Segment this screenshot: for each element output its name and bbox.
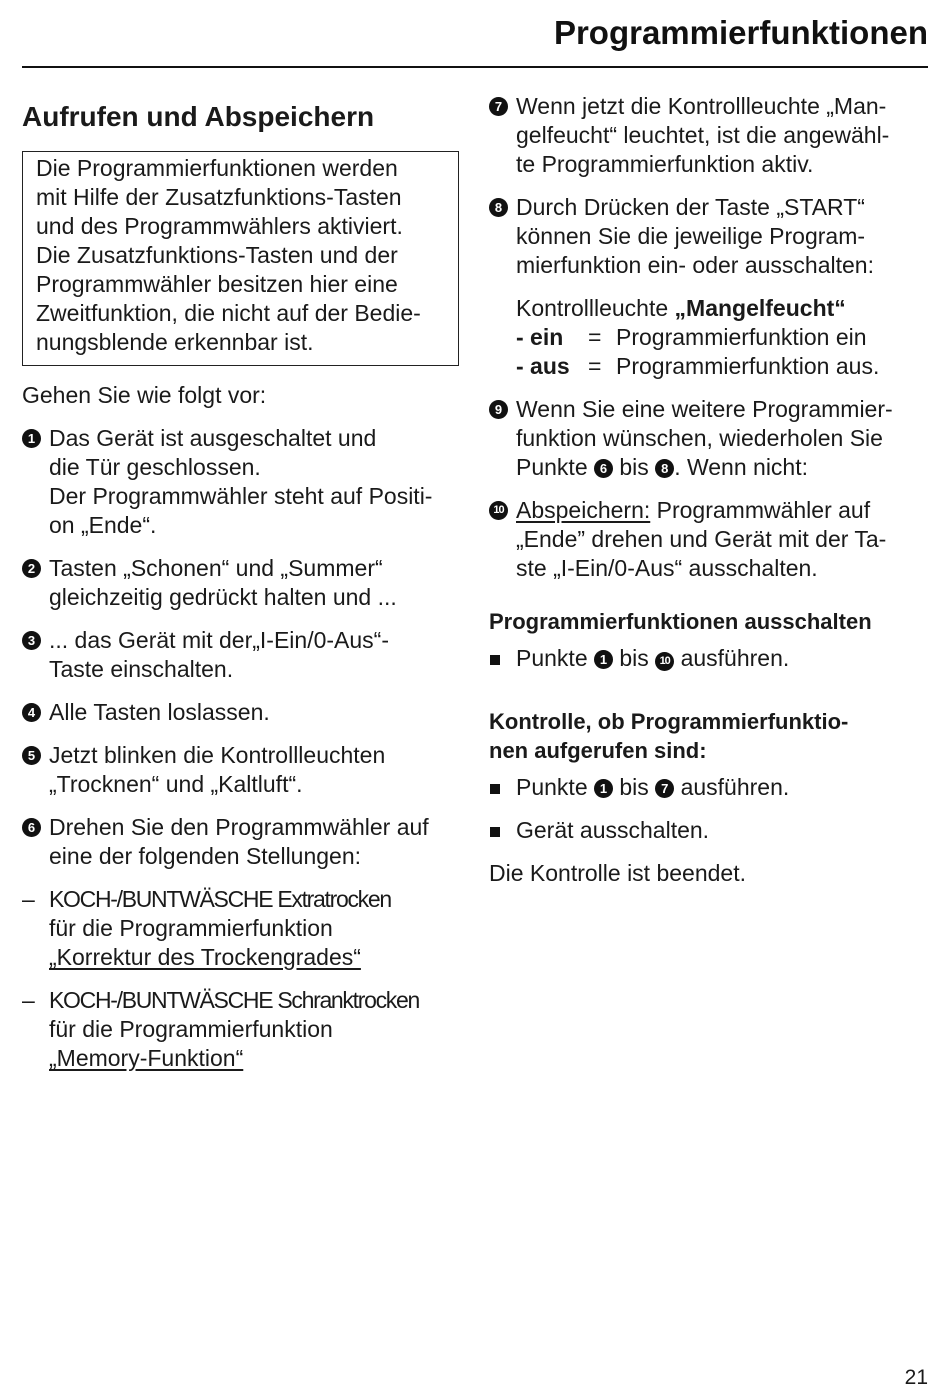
- step-9: [489, 395, 929, 482]
- bullet-text: ausführen.: [680, 645, 790, 671]
- bullet-text: Punkte: [516, 774, 588, 800]
- step-line: gelfeucht“ leuchtet, ist die angewähl-: [516, 122, 890, 148]
- info-box-line: mit Hilfe der Zusatzfunktions-Tasten: [36, 184, 402, 210]
- step-number-badge: 9: [489, 400, 508, 419]
- step-line: mierfunktion ein- oder ausschalten:: [516, 252, 874, 278]
- step-number-badge: 6: [22, 818, 41, 837]
- info-box: [22, 151, 459, 366]
- state-value: Programmierfunktion aus.: [616, 353, 880, 379]
- section-heading: Aufrufen und Abspeichern: [22, 101, 375, 132]
- info-box-line: Zweitfunktion, die nicht auf der Bedie-: [36, 300, 421, 326]
- step-line: Wenn Sie eine weitere Programmier-: [516, 396, 893, 422]
- step-line: Tasten „Schonen“ und „Summer“: [49, 555, 383, 581]
- step-text: . Wenn nicht:: [674, 454, 808, 480]
- step-number-badge: 8: [489, 198, 508, 217]
- info-box-line: Programmwähler besitzen hier eine: [36, 271, 398, 297]
- function-name: „Memory-Funktion“: [49, 1045, 244, 1071]
- step-3: [22, 626, 462, 684]
- state-value: Programmierfunktion ein: [616, 324, 867, 350]
- step-number-badge: 10: [489, 501, 508, 520]
- lamp-label: Kontrollleuchte: [516, 295, 669, 321]
- step-line: „Trocknen“ und „Kaltluft“.: [49, 771, 303, 797]
- step-text: Punkte: [516, 454, 588, 480]
- state-equals: =: [588, 324, 602, 350]
- step-line: Der Programmwähler steht auf Positi-: [49, 483, 433, 509]
- step-line: funktion wünschen, wiederholen Sie: [516, 425, 883, 451]
- step-number-badge: 1: [22, 429, 41, 448]
- step-text: bis: [619, 454, 649, 480]
- step-7: [489, 92, 929, 179]
- program-name: KOCH-/BUNTWÄSCHE Extratrocken: [49, 886, 391, 912]
- step-line: [516, 453, 929, 482]
- step-line: ste „I-Ein/0-Aus“ ausschalten.: [516, 555, 818, 581]
- bullet-item: [489, 644, 929, 673]
- step-line: gleichzeitig gedrückt halten und ...: [49, 584, 397, 610]
- info-box-line: Die Zusatzfunktions-Tasten und der: [36, 242, 398, 268]
- program-text: für die Programmierfunktion: [49, 915, 333, 941]
- program-option: [22, 986, 462, 1073]
- info-box-line: nungsblende erkennbar ist.: [36, 329, 314, 355]
- bullet-text: Gerät ausschalten.: [516, 817, 710, 843]
- step-10: [489, 496, 929, 583]
- state-key: - ein: [516, 324, 564, 350]
- bullet-square: [490, 655, 500, 665]
- state-equals: =: [588, 353, 602, 379]
- bullet-square: [490, 784, 500, 794]
- step-line: [516, 496, 929, 525]
- step-ref-badge: 1: [594, 650, 613, 669]
- subsection-heading: [489, 707, 929, 765]
- left-column: [22, 92, 462, 1087]
- step-number-badge: 4: [22, 703, 41, 722]
- step-number-badge: 7: [489, 97, 508, 116]
- bullet-text: ausführen.: [680, 774, 790, 800]
- info-box-line: und des Programmwählers aktiviert.: [36, 213, 403, 239]
- step-4: [22, 698, 462, 727]
- step-ref-badge: 1: [594, 779, 613, 798]
- step-number-badge: 2: [22, 559, 41, 578]
- bullet-text: bis: [619, 774, 649, 800]
- lamp-state-row: [516, 323, 929, 352]
- page-number: 21: [904, 1366, 928, 1389]
- heading-line: Kontrolle, ob Programmierfunktio-: [489, 709, 849, 734]
- intro-text: Gehen Sie wie folgt vor:: [22, 382, 267, 408]
- step-line: Drehen Sie den Programmwähler auf: [49, 814, 429, 840]
- lamp-name: „Mangelfeucht“: [674, 295, 846, 321]
- lamp-state-row: [516, 352, 929, 381]
- dash-marker: –: [22, 886, 35, 912]
- bullet-text: Punkte: [516, 645, 588, 671]
- dash-marker: –: [22, 987, 35, 1013]
- step-line: eine der folgenden Stellungen:: [49, 843, 362, 869]
- step-line: Wenn jetzt die Kontrollleuchte „Man-: [516, 93, 887, 119]
- program-text: für die Programmierfunktion: [49, 1016, 333, 1042]
- step-line: Alle Tasten loslassen.: [49, 699, 270, 725]
- step-line: on „Ende“.: [49, 512, 157, 538]
- step-2: [22, 554, 462, 612]
- program-name: KOCH-/BUNTWÄSCHE Schranktrocken: [49, 987, 419, 1013]
- bullet-square: [490, 827, 500, 837]
- step-ref-badge: 6: [594, 459, 613, 478]
- step-line: te Programmierfunktion aktiv.: [516, 151, 814, 177]
- header-rule: [22, 66, 928, 68]
- lamp-line: [516, 294, 929, 323]
- step-line: können Sie die jeweilige Program-: [516, 223, 866, 249]
- lamp-state-table: [516, 294, 929, 381]
- step-number-badge: 3: [22, 631, 41, 650]
- right-column: [489, 92, 929, 888]
- step-5: [22, 741, 462, 799]
- step-8: [489, 193, 929, 280]
- program-option: [22, 885, 462, 972]
- step-line: ... das Gerät mit der„I-Ein/0-Aus“-: [49, 627, 389, 653]
- step-6: [22, 813, 462, 871]
- step-1: [22, 424, 462, 540]
- step-number-badge: 5: [22, 746, 41, 765]
- step-line: Jetzt blinken die Kontrollleuchten: [49, 742, 386, 768]
- step-ref-badge: 10: [655, 652, 674, 671]
- step-line: die Tür geschlossen.: [49, 454, 261, 480]
- closing-text: Die Kontrolle ist beendet.: [489, 860, 746, 886]
- subsection-heading: Programmierfunktionen ausschalten: [489, 609, 872, 634]
- step-ref-badge: 8: [655, 459, 674, 478]
- bullet-item: [489, 773, 929, 802]
- page-header-title: Programmierfunktionen: [553, 14, 928, 51]
- bullet-item: [489, 816, 929, 845]
- heading-line: nen aufgerufen sind:: [489, 738, 707, 763]
- save-label: Abspeichern:: [516, 497, 651, 523]
- step-ref-badge: 7: [655, 779, 674, 798]
- step-line: „Ende” drehen und Gerät mit der Ta-: [516, 526, 887, 552]
- step-line: Taste einschalten.: [49, 656, 234, 682]
- function-name: „Korrektur des Trockengrades“: [49, 944, 361, 970]
- step-line: Das Gerät ist ausgeschaltet und: [49, 425, 377, 451]
- bullet-text: bis: [619, 645, 649, 671]
- info-box-line: Die Programmierfunktionen werden: [36, 155, 398, 181]
- state-key: - aus: [516, 353, 570, 379]
- step-line: Durch Drücken der Taste „START“: [516, 194, 865, 220]
- step-text: Programmwähler auf: [656, 497, 871, 523]
